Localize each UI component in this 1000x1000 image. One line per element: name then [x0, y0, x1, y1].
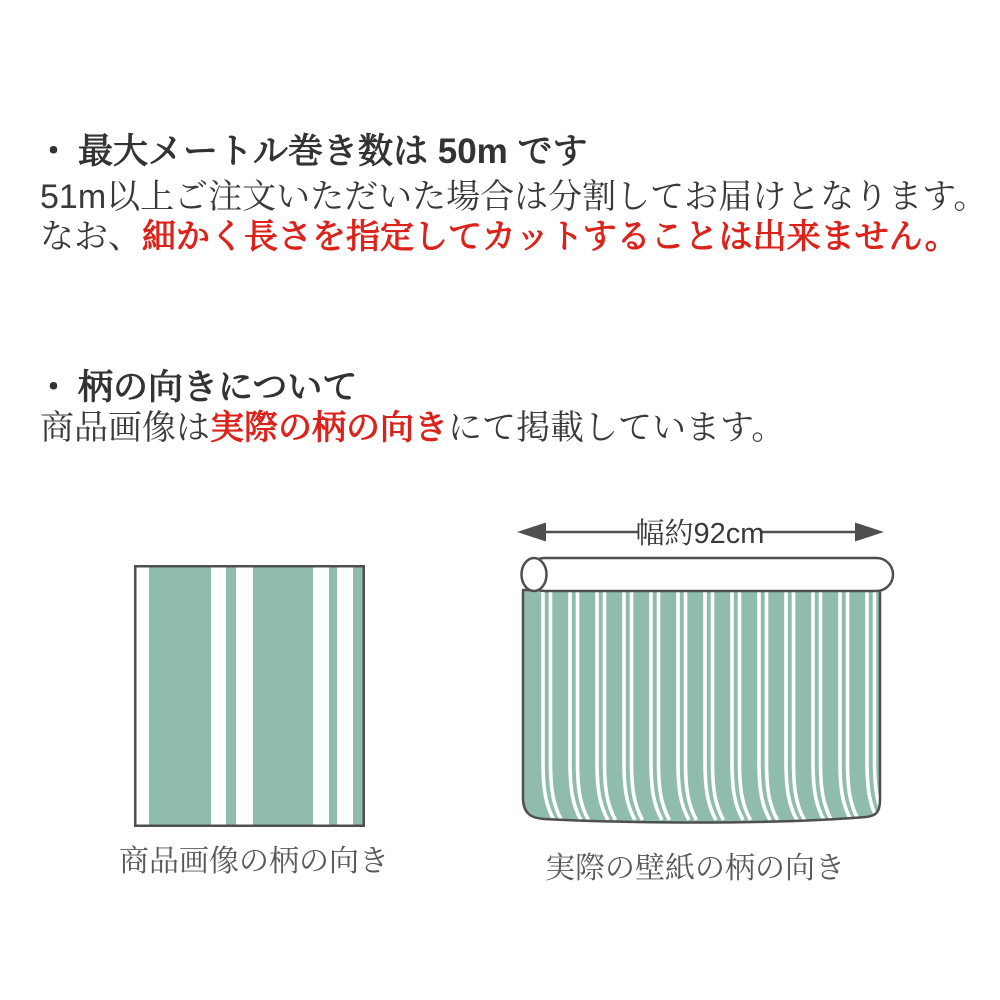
pattern-line-highlight: 実際の柄の向き — [210, 409, 448, 447]
green-stripe — [226, 568, 236, 825]
pattern-direction-description — [40, 408, 785, 448]
roll-tube — [528, 558, 893, 591]
max-roll-heading-text: 最大メートル巻き数は 50m です — [78, 132, 588, 171]
pattern-line-suffix: にて掲載しています。 — [448, 409, 786, 447]
green-stripe — [149, 568, 211, 825]
roll-end-icon — [522, 558, 547, 591]
green-stripe — [253, 568, 313, 825]
max-roll-line1: 51m以上ご注文いただいた場合は分割してお届けとなります。 — [40, 178, 988, 216]
bullet-dot-icon: ・ — [36, 132, 72, 171]
green-stripe — [353, 568, 364, 825]
max-roll-line2-warning: 細かく長さを指定してカットすることは出来ません。 — [142, 218, 959, 256]
width-arrow — [517, 517, 884, 550]
width-dimension-label: 幅約92cm — [635, 518, 765, 550]
max-roll-line2-prefix: なお、 — [40, 218, 142, 256]
max-roll-line2 — [40, 217, 987, 257]
arrowhead-right-icon — [855, 523, 884, 542]
pattern-direction-heading-text: 柄の向きについて — [78, 368, 358, 407]
product-image-swatch-graphic — [134, 565, 365, 827]
arrowhead-left-icon — [517, 523, 546, 542]
max-roll-heading — [36, 124, 588, 174]
pattern-line-prefix: 商品画像は — [40, 409, 210, 447]
green-stripe — [329, 568, 337, 825]
product-image-caption: 商品画像の柄の向き — [119, 845, 389, 878]
actual-wallpaper-roll-graphic — [470, 500, 950, 840]
pattern-direction-heading — [36, 360, 357, 410]
bullet-dot-icon: ・ — [36, 368, 72, 407]
max-roll-description — [40, 177, 987, 257]
actual-wallpaper-caption: 実際の壁紙の柄の向き — [545, 852, 845, 885]
